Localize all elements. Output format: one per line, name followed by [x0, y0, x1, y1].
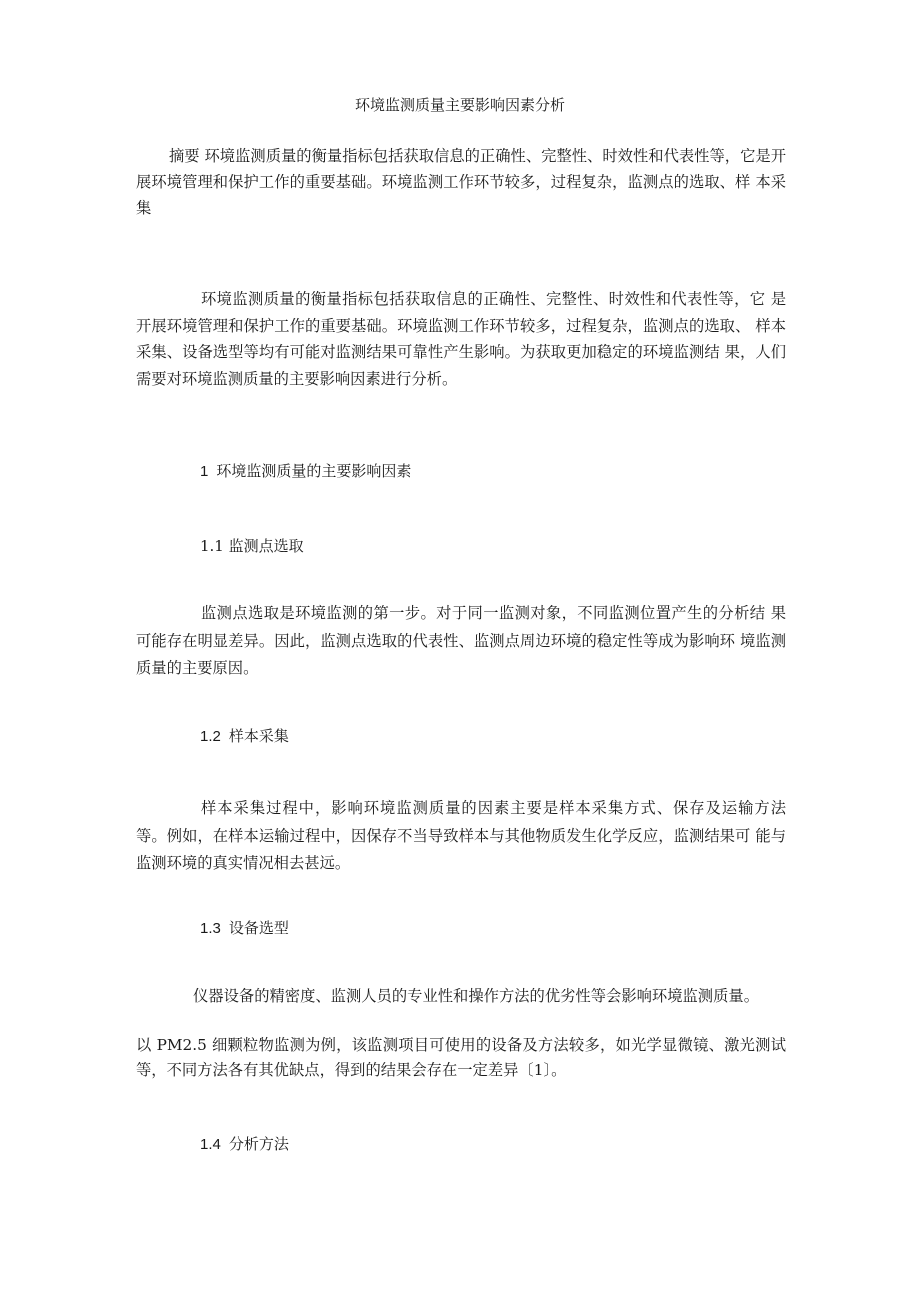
section-1-2-paragraph: 样本采集过程中，影响环境监测质量的因素主要是样本采集方式、保存及运输方法 等。例如，在样本运输过程中，因保存不当导致样本与其他物质发生化学反应，监测结果可 能与监测环境的真实情况相去甚远。: [136, 799, 786, 872]
section-1-3-number: 1.3: [200, 920, 221, 937]
section-1-heading: [200, 460, 411, 483]
section-1-3-paragraph-a: 仪器设备的精密度、监测人员的专业性和操作方法的优劣性等会影响环境监测质量。: [193, 987, 759, 1005]
section-1-title: 环境监测质量的主要影响因素: [216, 462, 412, 480]
section-1-3-paragraph-b: 以 PM2.5 细颗粒物监测为例，该监测项目可使用的设备及方法较多，如光学显微镜、激光测试等，不同方法各有其优缺点，得到的结果会存在一定差异〔1〕。: [136, 1036, 786, 1079]
section-1-3-heading: [200, 917, 289, 940]
section-1-4-title: 分析方法: [228, 1135, 289, 1153]
section-1-2-heading: [200, 725, 289, 748]
section-1-4-number: 1.4: [200, 1136, 221, 1153]
section-1-1-paragraph: 监测点选取是环境监测的第一步。对于同一监测对象，不同监测位置产生的分析结 果可能存在明显差异。因此，监测点选取的代表性、监测点周边环境的稳定性等成为影响环 境监测质量的主要原因。: [136, 604, 786, 677]
abstract-paragraph: 摘要 环境监测质量的衡量指标包括获取信息的正确性、完整性、时效性和代表性等，它是开 展环境管理和保护工作的重要基础。环境监测工作环节较多，过程复杂，监测点的选取、样 本采集: [136, 147, 786, 217]
section-1-1-heading: 1.1 监测点选取: [200, 537, 304, 555]
document-title: 环境监测质量主要影响因素分析: [354, 96, 565, 114]
section-1-4-heading: [200, 1133, 289, 1156]
section-1-number: 1: [200, 463, 209, 480]
intro-paragraph: 环境监测质量的衡量指标包括获取信息的正确性、完整性、时效性和代表性等，它 是开展环境管理和保护工作的重要基础。环境监测工作环节较多，过程复杂，监测点的选取、 样本采集、设备选型等均有可能对监测结果可靠性产生影响。为获取更加稳定的环境监测结 果，人们需要对环境监测质量的主要影响因素进行分析。: [136, 290, 786, 388]
section-1-2-number: 1.2: [200, 728, 221, 745]
section-1-2-title: 样本采集: [228, 727, 289, 745]
section-1-3-title: 设备选型: [228, 919, 289, 937]
